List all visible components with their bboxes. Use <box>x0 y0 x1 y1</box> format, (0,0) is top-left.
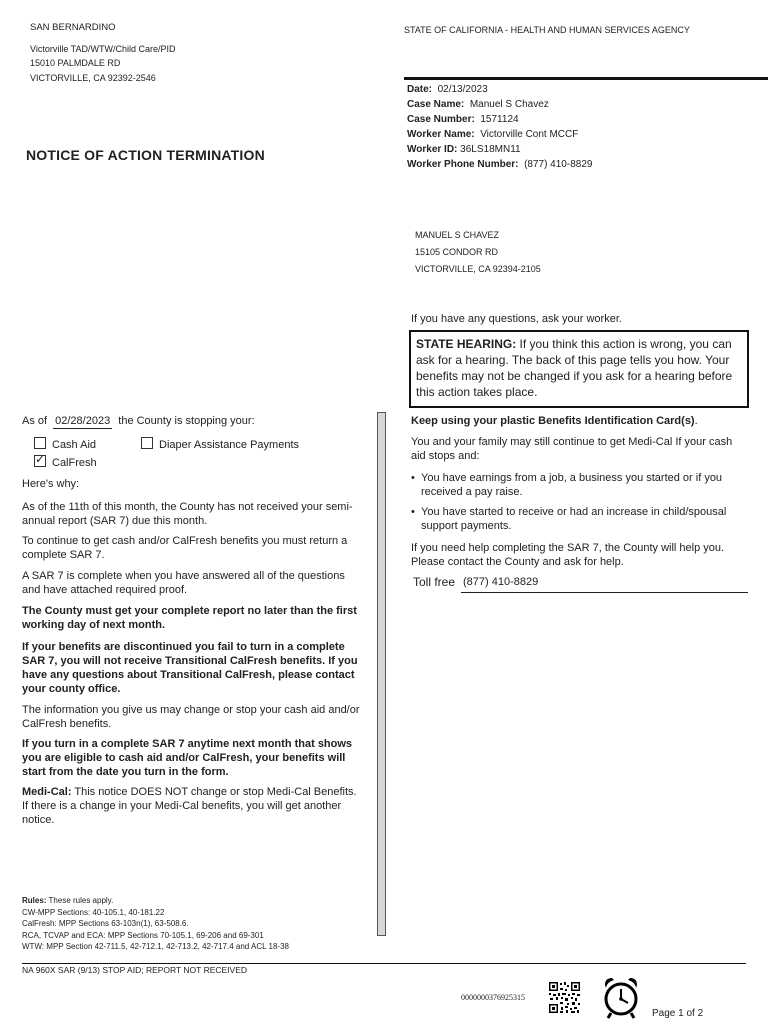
medi-cal-label: Medi-Cal: <box>22 786 72 798</box>
agency-name: STATE OF CALIFORNIA - HEALTH AND HUMAN SERVICES AGENCY <box>404 25 690 35</box>
rules-intro: These rules apply. <box>46 896 114 905</box>
left-paragraph-1: As of the 11th of this month, the County has not received your semi-annual report (SAR 7) due this month. <box>22 501 353 527</box>
diaper-label: Diaper Assistance Payments <box>159 439 300 451</box>
worker-phone: (877) 410-8829 <box>524 159 593 170</box>
diaper-option <box>141 437 299 452</box>
bullet-2 <box>411 505 747 533</box>
left-paragraph-3: A SAR 7 is complete when you have answered all of the questions and have attached required proof. <box>22 570 345 596</box>
rules-block <box>22 895 289 953</box>
bullet-1 <box>411 471 747 499</box>
stopping-rest: the County is stopping your: <box>118 415 255 427</box>
cash-aid-option <box>34 437 96 452</box>
office-street: 15010 PALMDALE RD <box>30 58 121 68</box>
column-divider <box>377 412 386 936</box>
state-hearing-text: If you think this action is wrong, you can ask for a hearing. The back of this page tells you how. Your benefits may not be changed if you ask for a hearing before this action takes place. <box>416 337 733 399</box>
left-paragraph-2: To continue to get cash and/or CalFresh benefits you must return a complete SAR 7. <box>22 535 348 561</box>
worker-name: Victorville Cont MCCF <box>480 129 579 140</box>
medi-cal-text: This notice DOES NOT change or stop Medi-Cal Benefits. If there is a change in your Medi-Cal benefits, you will get another notice. <box>22 786 357 826</box>
form-number: NA 960X SAR (9/13) STOP AID; REPORT NOT RECEIVED <box>22 965 248 975</box>
rule-line: CalFresh: MPP Sections 63-103n(1), 63-508.6. <box>22 919 189 928</box>
cash-aid-label: Cash Aid <box>52 439 97 451</box>
calfresh-checkbox <box>34 452 46 467</box>
toll-free-number: (877) 410-8829 <box>461 575 748 593</box>
left-paragraph-5: If your benefits are discontinued you fail to turn in a complete SAR 7, you will not receive Transitional CalFresh benefits. If you have any questions about Transitional CalFresh, please contact your county office. <box>22 641 358 695</box>
questions-text: If you have any questions, ask your worker. <box>411 313 622 325</box>
right-paragraph-1: You and your family may still continue to get Medi-Cal If your cash aid stops and: <box>411 436 733 462</box>
rules-label: Rules: <box>22 896 47 905</box>
alarm-clock-icon <box>601 974 641 1020</box>
bullet-2-text: You have started to receive or had an increase in child/spousal support payments. <box>421 506 727 532</box>
toll-free-label: Toll free <box>413 575 456 589</box>
state-hearing-box <box>409 330 749 408</box>
state-hearing-label: STATE HEARING: <box>416 337 517 351</box>
worker-id: 36LS18MN11 <box>460 144 521 155</box>
diaper-checkbox <box>141 437 153 449</box>
recipient-street: 15105 CONDOR RD <box>415 247 499 257</box>
cash-aid-checkbox <box>34 437 46 449</box>
page-number: Page 1 of 2 <box>652 1008 704 1019</box>
rule-line: CW-MPP Sections: 40-105.1, 40-181.22 <box>22 907 165 917</box>
left-paragraph-7: If you turn in a complete SAR 7 anytime next month that shows you are eligible to cash aid and/or CalFresh, your benefits will start from the date you turn in the form. <box>22 738 353 778</box>
case-name: Manuel S Chavez <box>469 99 549 110</box>
rule-line: WTW: MPP Section 42-711.5, 42-712.1, 42-713.2, 42-717.4 and ACL 18-38 <box>22 942 289 951</box>
heres-why: Here's why: <box>22 478 80 490</box>
keep-card-text: Keep using your plastic Benefits Identification Card(s) <box>411 415 695 427</box>
bullet-1-marker: • <box>411 472 415 484</box>
worker-name-label: Worker Name: <box>407 129 475 140</box>
worker-id-label: Worker ID: <box>407 144 458 155</box>
keep-card-line <box>411 414 747 428</box>
worker-phone-label: Worker Phone Number: <box>407 159 519 170</box>
calfresh-label: CalFresh <box>52 457 97 469</box>
qr-code-icon <box>548 981 581 1014</box>
stop-date: 02/28/2023 <box>55 415 111 427</box>
left-paragraph-6: The information you give us may change or stop your cash aid and/or CalFresh benefits. <box>22 704 360 730</box>
calfresh-option <box>34 452 97 470</box>
checkmark-icon: ✓ <box>35 452 46 466</box>
keep-card-period: . <box>694 415 698 427</box>
case-number-label: Case Number: <box>407 114 475 125</box>
right-paragraph-2: If you need help completing the SAR 7, the County will help you. Please contact the County and ask for help. <box>411 542 725 568</box>
case-name-label: Case Name: <box>407 99 465 110</box>
barcode-number: 0000000376925315 <box>461 993 525 1002</box>
footer-rule <box>22 963 746 964</box>
rule-line: RCA, TCVAP and ECA: MPP Sections 70-105.1, 69-206 and 69-301 <box>22 930 264 940</box>
office-county: SAN BERNARDINO <box>30 22 116 33</box>
date-label: Date: <box>407 84 433 95</box>
stopping-line <box>22 414 255 429</box>
case-info <box>407 82 767 172</box>
bullet-2-marker: • <box>411 506 415 518</box>
office-city: VICTORVILLE, CA 92392-2546 <box>30 73 156 83</box>
as-of-label: As of <box>22 415 48 427</box>
bullet-1-text: You have earnings from a job, a business you started or if you received a pay raise. <box>421 472 723 498</box>
notice-date: 02/13/2023 <box>437 84 488 95</box>
case-info-rule <box>404 77 768 80</box>
notice-title: NOTICE OF ACTION TERMINATION <box>26 147 265 163</box>
office-unit: Victorville TAD/WTW/Child Care/PID <box>30 44 176 54</box>
case-number: 1571124 <box>480 114 519 125</box>
recipient-name: MANUEL S CHAVEZ <box>415 230 500 240</box>
left-paragraph-4: The County must get your complete report no later than the first working day of next month. <box>22 605 357 631</box>
medi-cal-paragraph <box>22 785 360 827</box>
recipient-city: VICTORVILLE, CA 92394-2105 <box>415 264 541 274</box>
